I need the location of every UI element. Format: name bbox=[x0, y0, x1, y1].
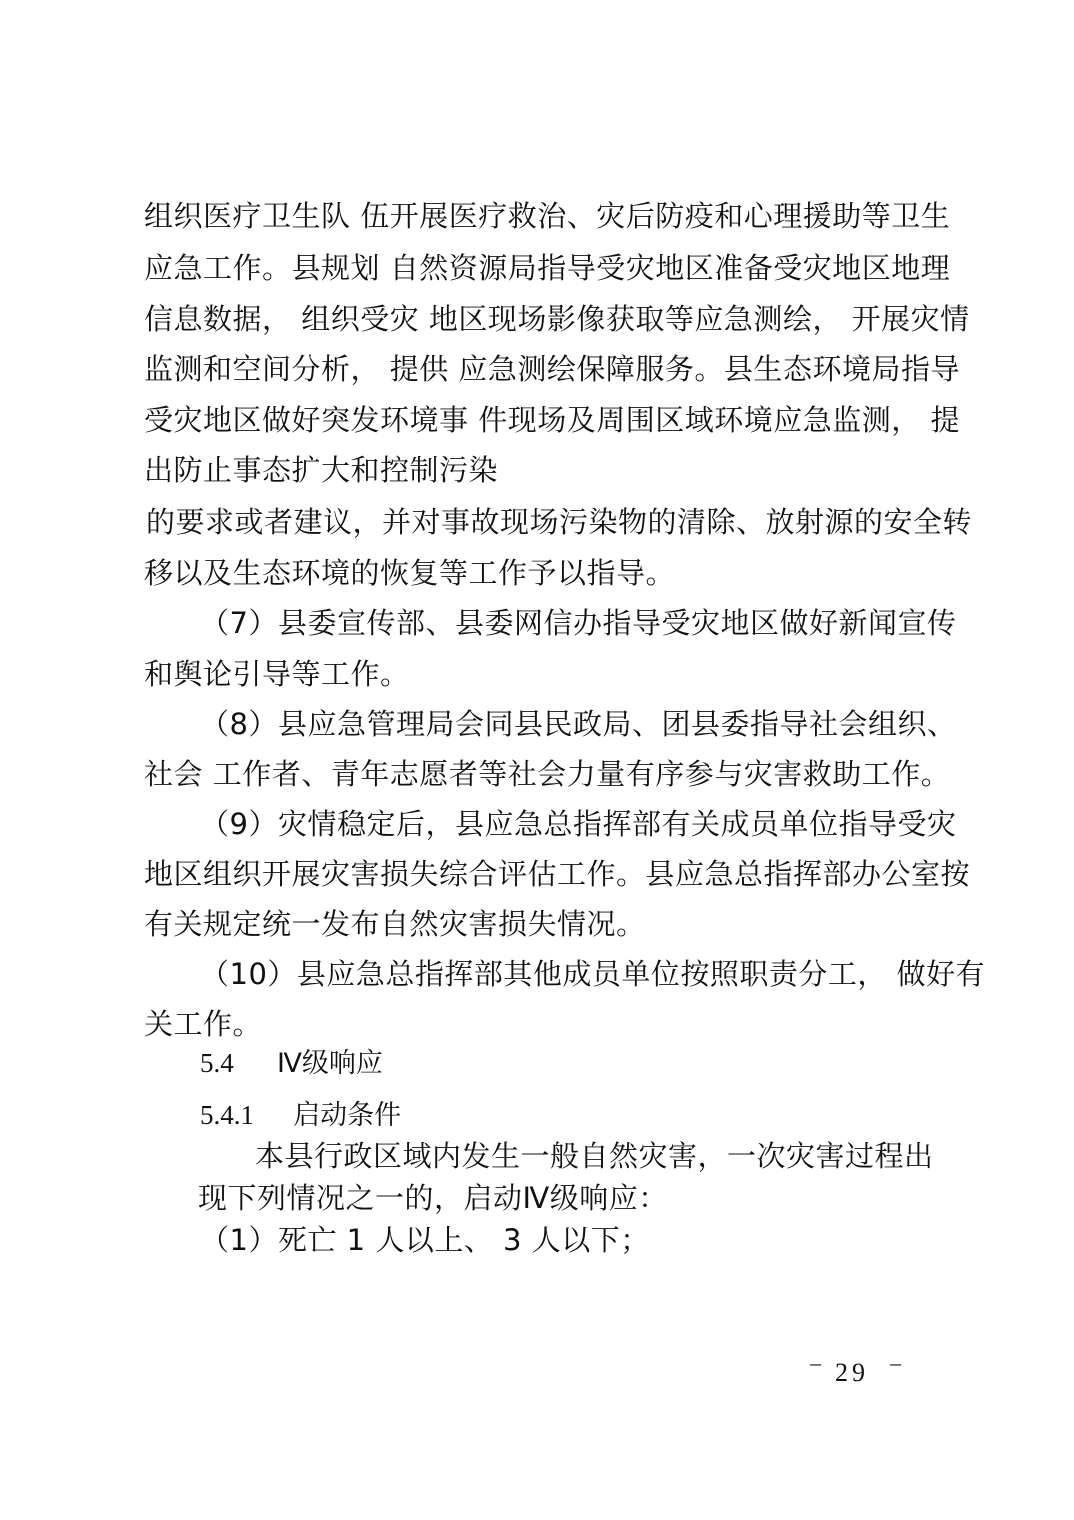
body-line: 社会 工作者、青年志愿者等社会力量有序参与灾害救助工作。 bbox=[144, 757, 951, 791]
page-footer bbox=[800, 1348, 910, 1388]
section-number: 5.4.1 bbox=[200, 1100, 254, 1130]
condition-line: 现下列情况之一的，启动Ⅳ级响应： bbox=[198, 1181, 668, 1215]
body-line: 监测和空间分析， 提供 应急测绘保障服务。县生态环境局指导 bbox=[144, 352, 960, 386]
body-line: 的要求或者建议，并对事故现场污染物的清除、放射源的安全转 bbox=[146, 505, 973, 539]
body-line: 受灾地区做好突发环境事 件现场及周围区域环境应急监测， 提 bbox=[144, 403, 960, 437]
body-line: 组织医疗卫生队 伍开展医疗救治、灾后防疫和心理援助等卫生 bbox=[144, 199, 951, 233]
section-number: 5.4 bbox=[200, 1048, 234, 1078]
body-line: 有关规定统一发布自然灾害损失情况。 bbox=[144, 907, 646, 941]
list-item-10: （10）县应急总指挥部其他成员单位按照职责分工， 做好有 bbox=[200, 957, 986, 991]
body-line: 地区组织开展灾害损失综合评估工作。县应急总指挥部办公室按 bbox=[144, 857, 971, 891]
body-line: 出防止事态扩大和控制污染 bbox=[144, 453, 499, 487]
body-line: 应急工作。县规划 自然资源局指导受灾地区准备受灾地区地理 bbox=[144, 251, 951, 285]
body-line: 移以及生态环境的恢复等工作予以指导。 bbox=[144, 556, 676, 590]
page-number: 29 bbox=[835, 1358, 869, 1387]
body-line: 关工作。 bbox=[144, 1007, 263, 1041]
condition-line: 本县行政区域内发生一般自然灾害，一次灾害过程出 bbox=[255, 1139, 934, 1173]
section-heading-5-4 bbox=[200, 1046, 383, 1081]
condition-item-1: （1）死亡 1 人以上、 3 人以下； bbox=[200, 1223, 650, 1257]
section-title: 启动条件 bbox=[293, 1100, 402, 1131]
list-item-9: （9）灾情稳定后，县应急总指挥部有关成员单位指导受灾 bbox=[200, 807, 957, 841]
list-item-8: （8）县应急管理局会同县民政局、团县委指导社会组织、 bbox=[200, 707, 957, 741]
body-line: 和舆论引导等工作。 bbox=[144, 657, 410, 691]
section-title: Ⅳ级响应 bbox=[276, 1048, 383, 1079]
footer-dash-left: – bbox=[810, 1350, 821, 1375]
section-heading-5-4-1 bbox=[200, 1098, 401, 1133]
body-line: 信息数据， 组织受灾 地区现场影像获取等应急测绘， 开展灾情 bbox=[144, 302, 970, 336]
footer-dash-right: – bbox=[890, 1350, 901, 1375]
list-item-7: （7）县委宣传部、县委网信办指导受灾地区做好新闻宣传 bbox=[200, 606, 957, 640]
